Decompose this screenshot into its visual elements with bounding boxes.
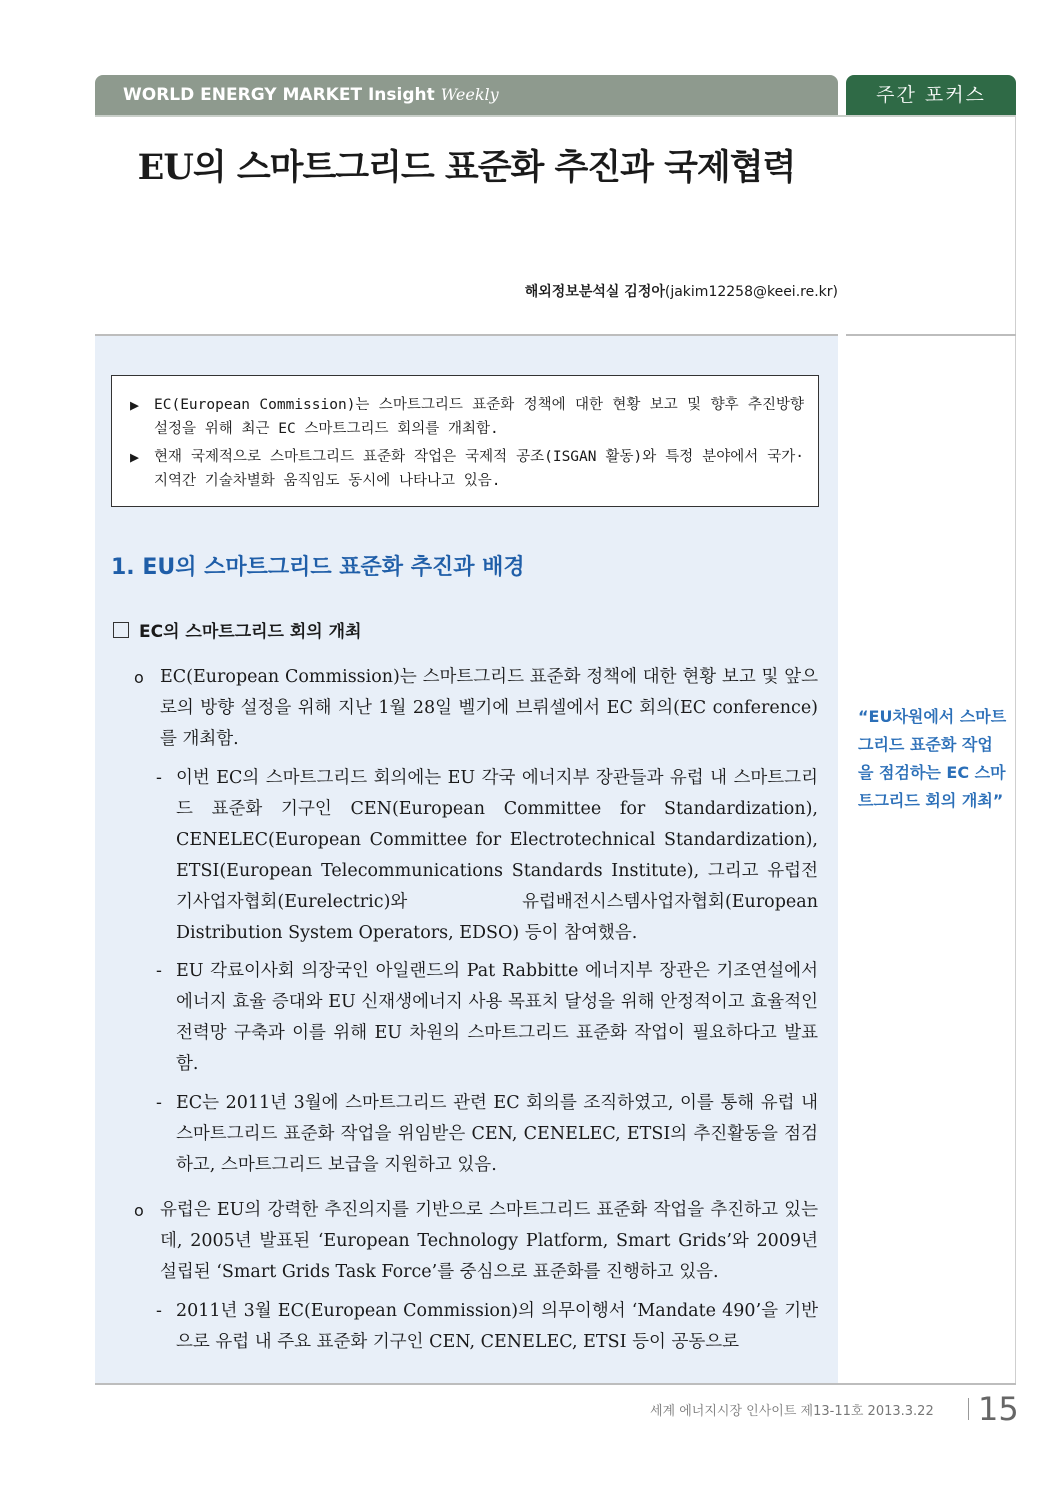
pull-quote: “EU차원에서 스마트그리드 표준화 작업을 점검하는 EC 스마트그리드 회의 개최” <box>858 707 1007 810</box>
brand-name: WORLD ENERGY MARKET Insight <box>123 85 435 105</box>
dash-bullet: - <box>156 1301 162 1321</box>
section-heading: 1. EU의 스마트그리드 표준화 추진과 배경 <box>111 555 525 580</box>
dash-bullet: - <box>156 961 162 981</box>
footer-publication: 세계 에너지시장 인사이트 제13-11호 2013.3.22 <box>650 1404 934 1419</box>
article-title: EU의 스마트그리드 표준화 추진과 국제협력 <box>137 147 796 188</box>
paragraph-sub <box>156 763 818 949</box>
author-line <box>525 281 838 301</box>
paragraph-text: EU 각료이사회 의장국인 아일랜드의 Pat Rabbitte 에너지부 장관은 기조연설에서 에너지 효율 증대와 EU 신재생에너지 사용 목표치 달성을 위해 안정적이고 효율적인 전력망 구축과 이를 위해 EU 차원의 스마트그리드 표준화 작업이 필요하다고 발표함. <box>176 961 818 1074</box>
triangle-bullet-icon: ▶ <box>130 396 140 414</box>
section-tab: 주간 포커스 <box>846 75 1016 115</box>
paragraph-text: 2011년 3월 EC(European Commission)의 의무이행서 ‘Mandate 490’을 기반으로 유럽 내 주요 표준화 기구인 CEN, CENELEC, ETSI 등이 공동으로 <box>176 1301 818 1352</box>
paragraph-sub <box>156 1088 818 1181</box>
paragraph-text: EC는 2011년 3월에 스마트그리드 관련 EC 회의를 조직하였고, 이를 통해 유럽 내 스마트그리드 표준화 작업을 위임받은 CEN, CENELEC, ETSI의 추진활동을 점검하고, 스마트그리드 보급을 지원하고 있음. <box>176 1093 818 1175</box>
author-name: 해외정보분석실 김정아 <box>524 284 665 300</box>
summary-text: EC(European Commission)는 스마트그리드 표준화 정책에 대한 현황 보고 및 향후 추진방향 설정을 위해 최근 EC 스마트그리드 회의를 개최함. <box>154 397 804 437</box>
circle-bullet-icon: o <box>134 668 144 687</box>
header-brand-bar <box>95 75 838 115</box>
paragraph-text: 유럽은 EU의 강력한 추진의지를 기반으로 스마트그리드 표준화 작업을 추진하고 있는데, 2005년 발표된 ‘European Technology Platform, Smart Grids’와 2009년 설립된 ‘Smart Grids Task Force’를 중심으로 표준화를 진행하고 있음. <box>160 1200 818 1282</box>
page-number: 15 <box>978 1390 1019 1428</box>
summary-text: 현재 국제적으로 스마트그리드 표준화 작업은 국제적 공조(ISGAN 활동)와 특정 분야에서 국가·지역간 기술차별화 움직임도 동시에 나타나고 있음. <box>154 449 804 489</box>
subsection-heading-text: EC의 스마트그리드 회의 개최 <box>139 622 362 642</box>
summary-item <box>130 445 804 493</box>
footer-separator <box>968 1398 969 1420</box>
right-margin-rule <box>1015 115 1016 1385</box>
author-email: (jakim12258@keei.re.kr) <box>664 284 838 300</box>
summary-box <box>111 375 819 507</box>
summary-item <box>130 393 804 441</box>
dash-bullet: - <box>156 1093 162 1113</box>
subsection-heading <box>113 617 362 642</box>
circle-bullet-icon: o <box>134 1201 144 1220</box>
paragraph-sub <box>156 1296 818 1358</box>
paragraph-sub <box>156 956 818 1080</box>
triangle-bullet-icon: ▶ <box>130 448 140 466</box>
paragraph-main <box>134 662 818 755</box>
checkbox-square-icon <box>113 622 129 638</box>
brand-weekly: Weekly <box>440 85 499 104</box>
paragraph-text: EC(European Commission)는 스마트그리드 표준화 정책에 대한 현황 보고 및 앞으로의 방향 설정을 위해 지난 1월 28일 벨기에 브뤼셀에서 EC 회의(EC conference)를 개최함. <box>160 667 818 749</box>
paragraph-main <box>134 1195 818 1288</box>
dash-bullet: - <box>156 768 162 788</box>
sidebar-divider <box>846 334 1016 336</box>
header-divider <box>95 115 1016 117</box>
paragraph-text: 이번 EC의 스마트그리드 회의에는 EU 각국 에너지부 장관들과 유럽 내 스마트그리드 표준화 기구인 CEN(European Committee for Standardization), CENELEC(European Committee for Electrotechnical Standardization), ETSI(European Telecommunications Standards Institute), 그리고 유럽전기사업자협회(Eurelectric)와 유럽배전시스템사업자협회(European Distribution System Operators, EDSO) 등이 참여했음. <box>176 768 818 943</box>
bottom-divider <box>95 1383 1016 1385</box>
